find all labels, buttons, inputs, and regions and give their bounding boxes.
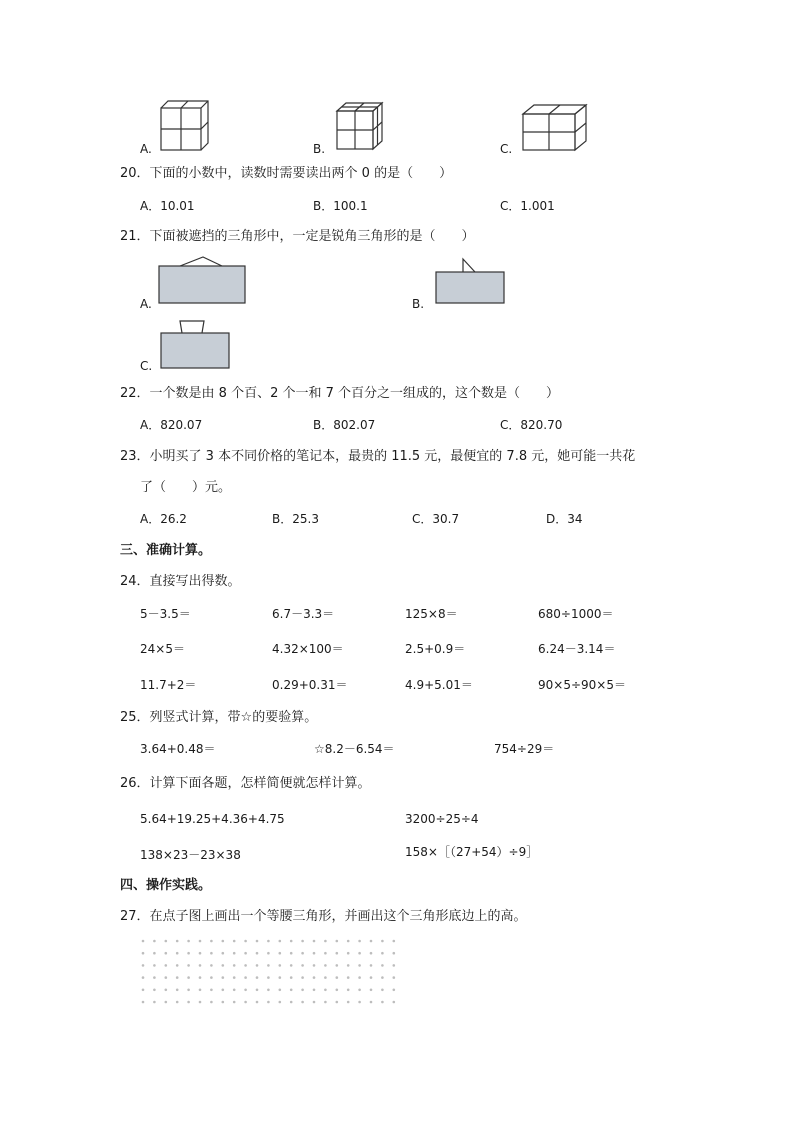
q24-text: 24．直接写出得数。 bbox=[120, 574, 241, 589]
grid-dot[interactable] bbox=[279, 964, 282, 967]
grid-dot[interactable] bbox=[244, 989, 247, 992]
grid-dot[interactable] bbox=[301, 964, 304, 967]
grid-dot[interactable] bbox=[347, 989, 350, 992]
grid-dot[interactable] bbox=[301, 976, 304, 979]
q24-r3-c4: 90×5÷90×5＝ bbox=[538, 678, 626, 692]
grid-dot[interactable] bbox=[176, 989, 179, 992]
q25-item-1: 3.64+0.48＝ bbox=[140, 742, 216, 756]
grid-dot[interactable] bbox=[279, 989, 282, 992]
grid-dot[interactable] bbox=[165, 989, 168, 992]
grid-dot[interactable] bbox=[176, 1001, 179, 1004]
grid-dot[interactable] bbox=[393, 940, 396, 943]
grid-dot[interactable] bbox=[324, 1001, 327, 1004]
grid-dot[interactable] bbox=[153, 952, 156, 955]
grid-dot[interactable] bbox=[142, 1001, 145, 1004]
grid-dot[interactable] bbox=[381, 952, 384, 955]
grid-dot[interactable] bbox=[393, 976, 396, 979]
grid-dot[interactable] bbox=[267, 940, 270, 943]
grid-dot[interactable] bbox=[358, 976, 361, 979]
grid-dot[interactable] bbox=[381, 964, 384, 967]
grid-dot[interactable] bbox=[336, 989, 339, 992]
grid-dot[interactable] bbox=[142, 940, 145, 943]
grid-dot[interactable] bbox=[324, 989, 327, 992]
grid-dot[interactable] bbox=[165, 964, 168, 967]
grid-dot[interactable] bbox=[370, 964, 373, 967]
grid-dot[interactable] bbox=[290, 1001, 293, 1004]
grid-dot[interactable] bbox=[244, 1001, 247, 1004]
grid-dot[interactable] bbox=[279, 952, 282, 955]
grid-dot[interactable] bbox=[347, 976, 350, 979]
q24-r3-c1: 11.7+2＝ bbox=[140, 678, 197, 692]
right-angle-triangle-behind-rectangle-icon bbox=[435, 258, 507, 306]
grid-dot[interactable] bbox=[290, 964, 293, 967]
q23-option-d: D．34 bbox=[546, 512, 583, 526]
grid-dot[interactable] bbox=[301, 1001, 304, 1004]
dot-grid[interactable] bbox=[140, 938, 402, 1008]
grid-dot[interactable] bbox=[199, 940, 202, 943]
grid-dot[interactable] bbox=[244, 964, 247, 967]
grid-dot[interactable] bbox=[336, 952, 339, 955]
q26-item-2: 3200÷25÷4 bbox=[405, 812, 479, 826]
grid-dot[interactable] bbox=[256, 976, 259, 979]
q24-r2-c3: 2.5+0.9＝ bbox=[405, 642, 466, 656]
grid-dot[interactable] bbox=[370, 1001, 373, 1004]
q24-r3-c2: 0.29+0.31＝ bbox=[272, 678, 348, 692]
grid-dot[interactable] bbox=[279, 1001, 282, 1004]
grid-dot[interactable] bbox=[336, 964, 339, 967]
q24-r1-c1: 5－3.5＝ bbox=[140, 607, 191, 621]
grid-dot[interactable] bbox=[324, 940, 327, 943]
grid-dot[interactable] bbox=[199, 976, 202, 979]
grid-dot[interactable] bbox=[153, 1001, 156, 1004]
grid-dot[interactable] bbox=[290, 940, 293, 943]
grid-dot[interactable] bbox=[381, 976, 384, 979]
grid-dot[interactable] bbox=[393, 964, 396, 967]
q23-option-a: A．26.2 bbox=[140, 512, 187, 526]
grid-dot[interactable] bbox=[222, 964, 225, 967]
grid-dot[interactable] bbox=[222, 976, 225, 979]
grid-dot[interactable] bbox=[336, 976, 339, 979]
grid-dot[interactable] bbox=[244, 940, 247, 943]
q22-text: 22．一个数是由 8 个百、2 个一和 7 个百分之一组成的，这个数是（ ） bbox=[120, 386, 560, 401]
grid-dot[interactable] bbox=[267, 1001, 270, 1004]
grid-dot[interactable] bbox=[301, 989, 304, 992]
grid-dot[interactable] bbox=[153, 976, 156, 979]
grid-dot[interactable] bbox=[187, 1001, 190, 1004]
grid-dot[interactable] bbox=[313, 976, 316, 979]
grid-dot[interactable] bbox=[256, 1001, 259, 1004]
cube-2x2x2-perspective-icon bbox=[336, 102, 386, 152]
grid-dot[interactable] bbox=[370, 976, 373, 979]
q24-r3-c3: 4.9+5.01＝ bbox=[405, 678, 473, 692]
cuboid-2x1-perspective-icon bbox=[522, 104, 588, 152]
q20-text: 20．下面的小数中，读数时需要读出两个 0 的是（ ） bbox=[120, 166, 453, 181]
grid-dot[interactable] bbox=[142, 989, 145, 992]
grid-dot[interactable] bbox=[393, 1001, 396, 1004]
grid-dot[interactable] bbox=[153, 989, 156, 992]
grid-dot[interactable] bbox=[381, 1001, 384, 1004]
grid-dot[interactable] bbox=[199, 1001, 202, 1004]
grid-dot[interactable] bbox=[244, 976, 247, 979]
q19-option-a-label: A. bbox=[140, 142, 152, 156]
grid-dot[interactable] bbox=[142, 952, 145, 955]
grid-dot[interactable] bbox=[313, 952, 316, 955]
grid-dot[interactable] bbox=[187, 964, 190, 967]
q26-item-4: 158×［（27+54）÷9］ bbox=[405, 845, 539, 859]
grid-dot[interactable] bbox=[222, 952, 225, 955]
grid-dot[interactable] bbox=[256, 952, 259, 955]
q21-option-c-label: C. bbox=[140, 359, 153, 373]
grid-dot[interactable] bbox=[358, 952, 361, 955]
q19-option-c-label: C. bbox=[500, 142, 513, 156]
grid-dot[interactable] bbox=[165, 940, 168, 943]
q24-r1-c2: 6.7－3.3＝ bbox=[272, 607, 335, 621]
grid-dot[interactable] bbox=[233, 989, 236, 992]
q24-r2-c2: 4.32×100＝ bbox=[272, 642, 344, 656]
grid-dot[interactable] bbox=[233, 976, 236, 979]
q23-text-line1: 23．小明买了 3 本不同价格的笔记本，最贵的 11.5 元，最便宜的 7.8 元，她可能一共花 bbox=[120, 449, 636, 464]
grid-dot[interactable] bbox=[187, 989, 190, 992]
grid-dot[interactable] bbox=[347, 952, 350, 955]
grid-dot[interactable] bbox=[210, 989, 213, 992]
grid-dot[interactable] bbox=[256, 940, 259, 943]
grid-dot[interactable] bbox=[233, 1001, 236, 1004]
q20-option-c: C．1.001 bbox=[500, 199, 555, 213]
grid-dot[interactable] bbox=[267, 976, 270, 979]
grid-dot[interactable] bbox=[187, 976, 190, 979]
q24-r2-c1: 24×5＝ bbox=[140, 642, 185, 656]
grid-dot[interactable] bbox=[165, 1001, 168, 1004]
q21-text: 21．下面被遮挡的三角形中，一定是锐角三角形的是（ ） bbox=[120, 229, 475, 244]
cube-2x2-front-view-icon bbox=[160, 100, 210, 152]
grid-dot[interactable] bbox=[222, 1001, 225, 1004]
grid-dot[interactable] bbox=[267, 964, 270, 967]
q26-item-3: 138×23－23×38 bbox=[140, 848, 241, 862]
q23-option-b: B．25.3 bbox=[272, 512, 319, 526]
grid-dot[interactable] bbox=[347, 964, 350, 967]
q25-text: 25．列竖式计算，带☆的要验算。 bbox=[120, 710, 318, 725]
grid-dot[interactable] bbox=[301, 940, 304, 943]
grid-dot[interactable] bbox=[199, 952, 202, 955]
grid-dot[interactable] bbox=[210, 952, 213, 955]
grid-dot[interactable] bbox=[358, 989, 361, 992]
grid-dot[interactable] bbox=[176, 964, 179, 967]
grid-dot[interactable] bbox=[199, 964, 202, 967]
grid-dot[interactable] bbox=[199, 989, 202, 992]
grid-dot[interactable] bbox=[176, 976, 179, 979]
q20-option-a: A．10.01 bbox=[140, 199, 195, 213]
grid-dot[interactable] bbox=[370, 940, 373, 943]
q19-option-b-label: B. bbox=[313, 142, 326, 156]
grid-dot[interactable] bbox=[153, 964, 156, 967]
grid-dot[interactable] bbox=[176, 952, 179, 955]
grid-dot[interactable] bbox=[165, 952, 168, 955]
q20-option-b: B．100.1 bbox=[313, 199, 368, 213]
grid-dot[interactable] bbox=[313, 964, 316, 967]
grid-dot[interactable] bbox=[393, 989, 396, 992]
q27-text: 27．在点子图上画出一个等腰三角形，并画出这个三角形底边上的高。 bbox=[120, 909, 527, 924]
grid-dot[interactable] bbox=[290, 976, 293, 979]
q23-option-c: C．30.7 bbox=[412, 512, 460, 526]
trapezoid-top-behind-rectangle-icon bbox=[160, 319, 232, 371]
grid-dot[interactable] bbox=[313, 989, 316, 992]
q22-option-b: B．802.07 bbox=[313, 418, 376, 432]
grid-dot[interactable] bbox=[381, 940, 384, 943]
grid-dot[interactable] bbox=[267, 989, 270, 992]
grid-dot[interactable] bbox=[290, 952, 293, 955]
grid-dot[interactable] bbox=[370, 989, 373, 992]
grid-dot[interactable] bbox=[187, 952, 190, 955]
grid-dot[interactable] bbox=[267, 952, 270, 955]
q22-option-c: C．820.70 bbox=[500, 418, 563, 432]
grid-dot[interactable] bbox=[313, 1001, 316, 1004]
q22-option-a: A．820.07 bbox=[140, 418, 203, 432]
grid-dot[interactable] bbox=[358, 964, 361, 967]
grid-dot[interactable] bbox=[279, 976, 282, 979]
section-3-heading: 三、准确计算。 bbox=[120, 543, 212, 558]
grid-dot[interactable] bbox=[222, 940, 225, 943]
grid-dot[interactable] bbox=[370, 952, 373, 955]
q24-r1-c4: 680÷1000＝ bbox=[538, 607, 614, 621]
grid-dot[interactable] bbox=[222, 989, 225, 992]
q24-r2-c4: 6.24－3.14＝ bbox=[538, 642, 616, 656]
grid-dot[interactable] bbox=[142, 964, 145, 967]
grid-dot[interactable] bbox=[324, 952, 327, 955]
grid-dot[interactable] bbox=[279, 940, 282, 943]
q25-item-2: ☆8.2－6.54＝ bbox=[314, 742, 395, 756]
grid-dot[interactable] bbox=[358, 1001, 361, 1004]
grid-dot[interactable] bbox=[210, 976, 213, 979]
q23-text-line2: 了（ ）元。 bbox=[140, 480, 232, 495]
q26-text: 26．计算下面各题，怎样简便就怎样计算。 bbox=[120, 776, 371, 791]
grid-dot[interactable] bbox=[301, 952, 304, 955]
grid-dot[interactable] bbox=[256, 964, 259, 967]
obtuse-apex-triangle-behind-rectangle-icon bbox=[158, 256, 248, 306]
q26-item-1: 5.64+19.25+4.36+4.75 bbox=[140, 812, 285, 826]
grid-dot[interactable] bbox=[324, 964, 327, 967]
grid-dot[interactable] bbox=[233, 964, 236, 967]
grid-dot[interactable] bbox=[381, 989, 384, 992]
grid-dot[interactable] bbox=[153, 940, 156, 943]
grid-dot[interactable] bbox=[233, 940, 236, 943]
grid-dot[interactable] bbox=[256, 989, 259, 992]
grid-dot[interactable] bbox=[165, 976, 168, 979]
grid-dot[interactable] bbox=[336, 940, 339, 943]
grid-dot[interactable] bbox=[233, 952, 236, 955]
grid-dot[interactable] bbox=[347, 940, 350, 943]
grid-dot[interactable] bbox=[358, 940, 361, 943]
q24-r1-c3: 125×8＝ bbox=[405, 607, 458, 621]
grid-dot[interactable] bbox=[290, 989, 293, 992]
grid-dot[interactable] bbox=[336, 1001, 339, 1004]
q21-option-b-label: B. bbox=[412, 297, 425, 311]
grid-dot[interactable] bbox=[210, 1001, 213, 1004]
q25-item-3: 754÷29＝ bbox=[494, 742, 555, 756]
grid-dot[interactable] bbox=[324, 976, 327, 979]
q21-option-a-label: A. bbox=[140, 297, 152, 311]
grid-dot[interactable] bbox=[176, 940, 179, 943]
grid-dot[interactable] bbox=[210, 964, 213, 967]
grid-dot[interactable] bbox=[187, 940, 190, 943]
grid-dot[interactable] bbox=[347, 1001, 350, 1004]
grid-dot[interactable] bbox=[244, 952, 247, 955]
section-4-heading: 四、操作实践。 bbox=[120, 878, 212, 893]
grid-dot[interactable] bbox=[142, 976, 145, 979]
grid-dot[interactable] bbox=[210, 940, 213, 943]
grid-dot[interactable] bbox=[313, 940, 316, 943]
grid-dot[interactable] bbox=[393, 952, 396, 955]
